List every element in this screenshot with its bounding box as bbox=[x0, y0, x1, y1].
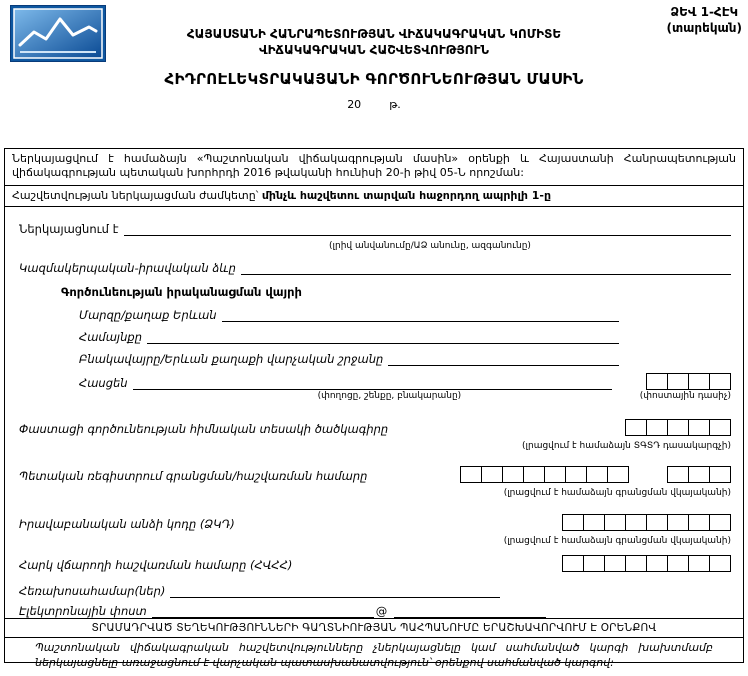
activity-code-boxes bbox=[625, 419, 731, 436]
code-box[interactable] bbox=[460, 466, 482, 483]
location-section-title: Գործունեության իրականացման վայրի bbox=[61, 285, 302, 300]
armstat-logo bbox=[10, 5, 106, 62]
year-line bbox=[0, 98, 748, 111]
legal-form-label: Կազմակերպական-իրավական ձևը bbox=[19, 261, 236, 276]
code-box[interactable] bbox=[625, 514, 647, 531]
legal-entity-hint: (լրացվում է համաձայն գրանցման վկայականի) bbox=[503, 536, 731, 547]
register-hint-row bbox=[19, 484, 731, 500]
code-box[interactable] bbox=[604, 514, 626, 531]
email-input-line-domain[interactable] bbox=[394, 603, 546, 618]
email-input-line-local[interactable] bbox=[152, 603, 374, 618]
code-box[interactable] bbox=[481, 466, 503, 483]
tin-label: Հարկ վճարողի հաշվառման համարը (ՀՎՀՀ) bbox=[19, 558, 293, 573]
code-box[interactable] bbox=[709, 373, 731, 390]
code-box[interactable] bbox=[688, 466, 710, 483]
code-box[interactable] bbox=[709, 514, 731, 531]
code-box[interactable] bbox=[646, 555, 668, 572]
code-box[interactable] bbox=[607, 466, 629, 483]
register-row bbox=[19, 466, 731, 483]
form-code: ՁԵՎ 1-ՀԷԿ bbox=[670, 5, 739, 19]
code-box[interactable] bbox=[667, 555, 689, 572]
code-box[interactable] bbox=[646, 373, 668, 390]
form-code-block bbox=[666, 4, 742, 36]
activity-hint-row bbox=[19, 437, 731, 453]
form-periodicity: (տարեկան) bbox=[666, 21, 742, 36]
address-input-line[interactable] bbox=[133, 375, 612, 390]
code-box[interactable] bbox=[688, 419, 710, 436]
code-box[interactable] bbox=[709, 555, 731, 572]
presented-by-hint: (լրիվ անվանումը/ԱՁ անունը, ազգանունը) bbox=[329, 240, 531, 251]
report-box bbox=[4, 148, 744, 669]
code-box[interactable] bbox=[688, 555, 710, 572]
liability-warning: Պաշտոնական վիճակագրական հաշվետվությունները չներկայացնելը կամ սահմանված կարգի խախտմամբ ներկայացնելը առաջացնում է վարչական պատասխանատվություն՝ օրենքով սահմանված կարգով: bbox=[35, 641, 713, 669]
code-box[interactable] bbox=[583, 514, 605, 531]
form-header bbox=[0, 0, 748, 111]
form-body bbox=[5, 207, 743, 618]
code-box[interactable] bbox=[586, 466, 608, 483]
code-box[interactable] bbox=[667, 419, 689, 436]
address-label: Հասցեն bbox=[79, 376, 128, 391]
year-suffix: թ. bbox=[389, 98, 401, 112]
community-label: Համայնքը bbox=[79, 330, 143, 345]
legal-entity-code-label: Իրավաբանական անձի կոդը (ՁԿԴ) bbox=[19, 517, 235, 532]
email-row bbox=[19, 603, 731, 618]
presented-by-input-line[interactable] bbox=[124, 221, 732, 236]
code-box[interactable] bbox=[604, 555, 626, 572]
code-box[interactable] bbox=[646, 514, 668, 531]
presented-by-row bbox=[19, 221, 731, 236]
legal-basis-text: Ներկայացվում է համաձայն «Պաշտոնական վիճակագրության մասին» օրենքի և Հայաստանի Հանրապետության վիճակագրության պետական խորհրդի 2016 թվականի հունիսի 20-ի թիվ 05-Ն որոշման: bbox=[5, 149, 743, 186]
presented-by-label: Ներկայացնում է bbox=[19, 221, 119, 236]
deadline-line bbox=[5, 186, 743, 207]
code-box[interactable] bbox=[646, 419, 668, 436]
code-box[interactable] bbox=[523, 466, 545, 483]
phone-input-line[interactable] bbox=[170, 583, 500, 598]
settlement-input-line[interactable] bbox=[388, 351, 619, 366]
community-input-line[interactable] bbox=[147, 329, 619, 344]
register-hint: (լրացվում է համաձայն գրանցման վկայականի) bbox=[503, 487, 731, 498]
deadline-value: մինչև հաշվետու տարվան հաջորդող ապրիլի 1-ը bbox=[261, 188, 552, 202]
legal-entity-hint-row bbox=[19, 532, 731, 548]
register-boxes-main bbox=[460, 466, 629, 483]
code-box[interactable] bbox=[544, 466, 566, 483]
phone-row bbox=[19, 583, 731, 598]
code-box[interactable] bbox=[625, 555, 647, 572]
address-hints-row bbox=[19, 391, 731, 403]
settlement-label: Բնակավայրը/Երևան քաղաքի վարչական շրջանը bbox=[79, 352, 384, 367]
committee-name: ՀԱՅԱՍՏԱՆԻ ՀԱՆՐԱՊԵՏՈՒԹՅԱՆ ՎԻՃԱԿԱԳՐԱԿԱՆ ԿՈՄԻՏԵ bbox=[186, 27, 562, 41]
code-box[interactable] bbox=[562, 514, 584, 531]
postal-code-hint: (փոստային դասիչ) bbox=[639, 391, 731, 402]
legal-entity-code-boxes bbox=[562, 514, 731, 531]
code-box[interactable] bbox=[667, 466, 689, 483]
activity-code-label: Փաստացի գործունեության հիմնական տեսակի ծածկագիրը bbox=[19, 421, 389, 436]
year-prefix: 20 bbox=[347, 98, 362, 112]
region-row bbox=[19, 307, 619, 322]
report-type: ՎԻՃԱԿԱԳՐԱԿԱՆ ՀԱՇՎԵՏՎՈՒԹՅՈՒՆ bbox=[258, 43, 489, 58]
code-box[interactable] bbox=[709, 466, 731, 483]
code-box[interactable] bbox=[562, 555, 584, 572]
code-box[interactable] bbox=[502, 466, 524, 483]
settlement-row bbox=[19, 351, 619, 366]
presented-by-hint-row bbox=[19, 237, 731, 253]
code-box[interactable] bbox=[667, 514, 689, 531]
register-boxes-extra bbox=[667, 466, 731, 483]
register-label: Պետական ռեգիստրում գրանցման/հաշվառման համարը bbox=[19, 468, 368, 483]
email-label: Էլեկտրոնային փոստ bbox=[19, 604, 147, 619]
address-row bbox=[19, 373, 731, 390]
legal-form-input-line[interactable] bbox=[241, 260, 731, 275]
legal-entity-code-row bbox=[19, 514, 731, 531]
code-box[interactable] bbox=[565, 466, 587, 483]
region-input-line[interactable] bbox=[222, 307, 619, 322]
activity-code-row bbox=[19, 419, 731, 436]
tin-row bbox=[19, 555, 731, 572]
phone-label: Հեռախոսահամար(ներ) bbox=[19, 584, 166, 599]
community-row bbox=[19, 329, 619, 344]
deadline-label: Հաշվետվության ներկայացման ժամկետը՝ bbox=[12, 188, 259, 202]
tin-boxes bbox=[562, 555, 731, 572]
activity-code-hint: (լրացվում է համաձայն ՏԳՏԴ դասակարգչի) bbox=[522, 440, 731, 451]
at-sign: @ bbox=[375, 604, 388, 619]
address-hint: (փողոցը, շենքը, բնակարանը) bbox=[317, 391, 462, 402]
code-box[interactable] bbox=[625, 419, 647, 436]
postal-code-boxes bbox=[646, 373, 731, 390]
code-box[interactable] bbox=[667, 373, 689, 390]
confidentiality-banner: ՏՐԱՄԱԴՐՎԱԾ ՏԵՂԵԿՈՒԹՅՈՒՆՆԵՐԻ ԳԱՂՏՆԻՈՒԹՅԱՆ ՊԱՀՊԱՆՈՒՄԸ ԵՐԱՇԽԱՎՈՐՎՈՒՄ Է ՕՐԵՆՔՈՎ bbox=[5, 618, 743, 638]
code-box[interactable] bbox=[709, 419, 731, 436]
code-box[interactable] bbox=[583, 555, 605, 572]
legal-form-row bbox=[19, 260, 731, 275]
region-label: Մարզը/քաղաք Երևան bbox=[79, 308, 217, 323]
form-title: ՀԻԴՐՈԷԼԵԿՏՐԱԿԱՅԱՆԻ ԳՈՐԾՈՒՆԵՈՒԹՅԱՆ ՄԱՍԻՆ bbox=[164, 70, 584, 89]
code-box[interactable] bbox=[688, 514, 710, 531]
code-box[interactable] bbox=[688, 373, 710, 390]
